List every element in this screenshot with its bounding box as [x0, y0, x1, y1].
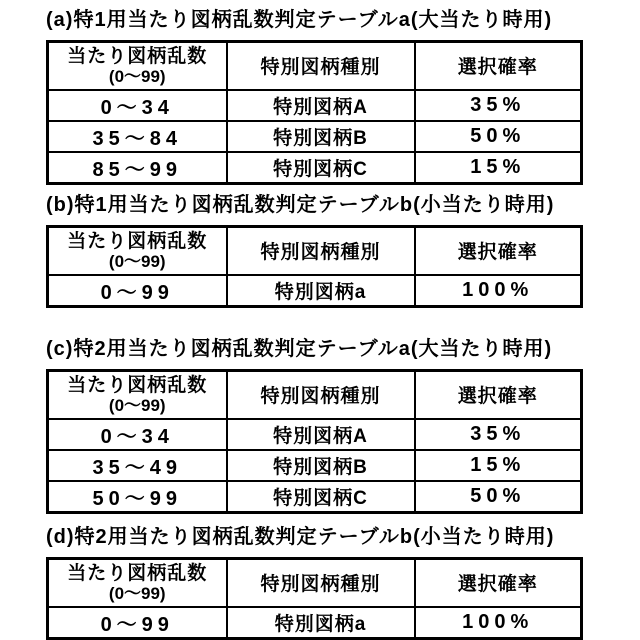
cell-probability: 50%: [415, 481, 582, 513]
table-header-row: [48, 227, 582, 275]
table-header-row: [48, 42, 582, 90]
table-section-a: [46, 9, 594, 185]
header-symbol-type: 特別図柄種別: [227, 227, 415, 275]
table-row: [48, 481, 582, 513]
header-random-range-sub: (0〜99): [108, 395, 166, 415]
cell-random-range: 85〜99: [48, 152, 227, 184]
cell-random-range: 35〜49: [48, 450, 227, 481]
header-random-range: [48, 227, 227, 275]
header-random-range: [48, 371, 227, 419]
header-random-range-sub: (0〜99): [108, 583, 166, 603]
cell-symbol-type: 特別図柄a: [227, 275, 415, 307]
cell-random-range: 0〜34: [48, 90, 227, 121]
table-row: [48, 607, 582, 639]
table-section-d: [46, 526, 594, 640]
cell-probability: 50%: [415, 121, 582, 152]
judgment-table-c: [46, 369, 583, 514]
cell-symbol-type: 特別図柄A: [227, 90, 415, 121]
judgment-table-d: [46, 557, 583, 640]
cell-probability: 35%: [415, 90, 582, 121]
section-a-title: (a)特1用当たり図柄乱数判定テーブルa(大当たり時用): [46, 9, 553, 31]
header-random-range: [48, 42, 227, 90]
cell-symbol-type: 特別図柄A: [227, 419, 415, 450]
header-probability: 選択確率: [415, 227, 582, 275]
header-probability: 選択確率: [415, 371, 582, 419]
cell-random-range: 0〜99: [48, 607, 227, 639]
cell-symbol-type: 特別図柄C: [227, 152, 415, 184]
header-symbol-type: 特別図柄種別: [227, 371, 415, 419]
header-symbol-type: 特別図柄種別: [227, 42, 415, 90]
table-row: [48, 275, 582, 307]
cell-random-range: 35〜84: [48, 121, 227, 152]
table-row: [48, 450, 582, 481]
header-random-range-sub: (0〜99): [108, 251, 166, 271]
section-b-title: (b)特1用当たり図柄乱数判定テーブルb(小当たり時用): [46, 194, 555, 216]
header-random-range: [48, 559, 227, 607]
cell-random-range: 0〜34: [48, 419, 227, 450]
judgment-table-a: [46, 40, 583, 185]
section-d-title: (d)特2用当たり図柄乱数判定テーブルb(小当たり時用): [46, 526, 555, 548]
cell-random-range: 0〜99: [48, 275, 227, 307]
header-random-range-main: 当たり図柄乱数: [67, 374, 208, 396]
header-random-range-main: 当たり図柄乱数: [67, 45, 208, 67]
cell-probability: 35%: [415, 419, 582, 450]
table-section-c: [46, 338, 594, 514]
header-random-range-main: 当たり図柄乱数: [67, 562, 208, 584]
cell-symbol-type: 特別図柄B: [227, 450, 415, 481]
section-c-title: (c)特2用当たり図柄乱数判定テーブルa(大当たり時用): [46, 338, 553, 360]
table-row: [48, 152, 582, 184]
cell-symbol-type: 特別図柄a: [227, 607, 415, 639]
table-row: [48, 121, 582, 152]
header-probability: 選択確率: [415, 42, 582, 90]
table-header-row: [48, 559, 582, 607]
cell-probability: 100%: [415, 275, 582, 307]
table-row: [48, 90, 582, 121]
cell-probability: 100%: [415, 607, 582, 639]
cell-random-range: 50〜99: [48, 481, 227, 513]
cell-symbol-type: 特別図柄B: [227, 121, 415, 152]
judgment-table-b: [46, 225, 583, 308]
cell-probability: 15%: [415, 450, 582, 481]
table-row: [48, 419, 582, 450]
header-random-range-main: 当たり図柄乱数: [67, 230, 208, 252]
cell-symbol-type: 特別図柄C: [227, 481, 415, 513]
table-header-row: [48, 371, 582, 419]
header-random-range-sub: (0〜99): [108, 66, 166, 86]
table-section-b: [46, 194, 594, 308]
header-probability: 選択確率: [415, 559, 582, 607]
header-symbol-type: 特別図柄種別: [227, 559, 415, 607]
cell-probability: 15%: [415, 152, 582, 184]
